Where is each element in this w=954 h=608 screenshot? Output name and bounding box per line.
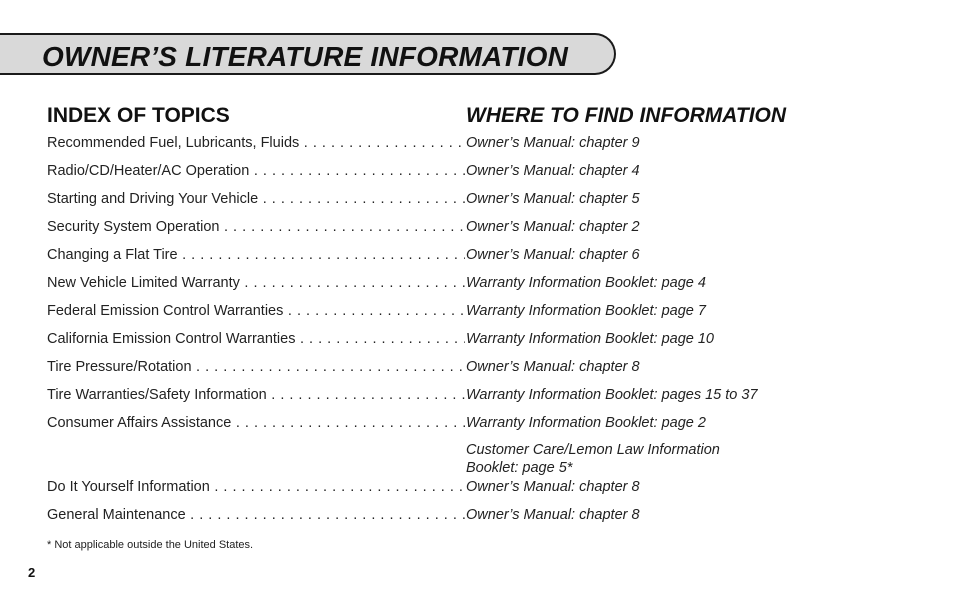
- topic-label: New Vehicle Limited Warranty . . .: [47, 275, 465, 291]
- table-row: [47, 301, 927, 329]
- where-to-find-heading: WHERE TO FIND INFORMATION: [466, 104, 787, 127]
- topic-label: Changing a Flat Tire . . .: [47, 247, 465, 263]
- topic-label: Security System Operation . . .: [47, 219, 465, 235]
- reference-line: Booklet: page 5*: [466, 460, 573, 476]
- table-row: [47, 357, 927, 385]
- reference-label: Owner’s Manual: chapter 6: [466, 247, 640, 263]
- table-row: [47, 329, 927, 357]
- topic-label: General Maintenance . . .: [47, 507, 465, 523]
- reference-label: Warranty Information Booklet: page 10: [466, 331, 714, 347]
- table-row: [47, 161, 927, 189]
- topic-label: Tire Warranties/Safety Information . . .: [47, 387, 465, 403]
- reference-label: Owner’s Manual: chapter 9: [466, 135, 640, 151]
- topic-label: Consumer Affairs Assistance . . .: [47, 415, 465, 431]
- table-row: [47, 477, 927, 505]
- reference-line: Customer Care/Lemon Law Information: [466, 442, 720, 458]
- index-of-topics-heading: INDEX OF TOPICS: [47, 104, 230, 127]
- table-row: [47, 505, 927, 533]
- reference-label: Owner’s Manual: chapter 2: [466, 219, 640, 235]
- table-row: [47, 413, 927, 441]
- reference-label: Warranty Information Booklet: page 4: [466, 275, 706, 291]
- table-row: [47, 273, 927, 301]
- page-number: 2: [28, 565, 36, 580]
- topic-label: Radio/CD/Heater/AC Operation . . .: [47, 163, 465, 179]
- topic-label: Starting and Driving Your Vehicle . . .: [47, 191, 465, 207]
- topics-table: [47, 133, 927, 533]
- page-title: OWNER’S LITERATURE INFORMATION: [42, 41, 569, 72]
- table-row: [47, 217, 927, 245]
- table-row: [47, 133, 927, 161]
- topic-label: California Emission Control Warranties . . .: [47, 331, 465, 347]
- reference-label: Owner’s Manual: chapter 5: [466, 191, 640, 207]
- table-row: [47, 385, 927, 413]
- reference-label: Owner’s Manual: chapter 8: [466, 507, 640, 523]
- reference-label: Warranty Information Booklet: page 7: [466, 303, 706, 319]
- topic-label: Do It Yourself Information . . .: [47, 479, 465, 495]
- table-row: [47, 189, 927, 217]
- footnote: * Not applicable outside the United States.: [47, 539, 254, 551]
- reference-label: Owner’s Manual: chapter 8: [466, 479, 640, 495]
- title-banner: [0, 33, 616, 75]
- topic-label: Federal Emission Control Warranties . . .: [47, 303, 465, 319]
- reference-label: Warranty Information Booklet: page 2: [466, 415, 706, 431]
- table-row-continuation: [47, 441, 927, 477]
- reference-label: Owner’s Manual: chapter 4: [466, 163, 640, 179]
- reference-label: Warranty Information Booklet: pages 15 to 37: [466, 387, 758, 403]
- reference-label: Owner’s Manual: chapter 8: [466, 359, 640, 375]
- reference-label: [466, 441, 720, 477]
- topic-label: Tire Pressure/Rotation . . .: [47, 359, 465, 375]
- table-row: [47, 245, 927, 273]
- topic-label: Recommended Fuel, Lubricants, Fluids . . .: [47, 135, 465, 151]
